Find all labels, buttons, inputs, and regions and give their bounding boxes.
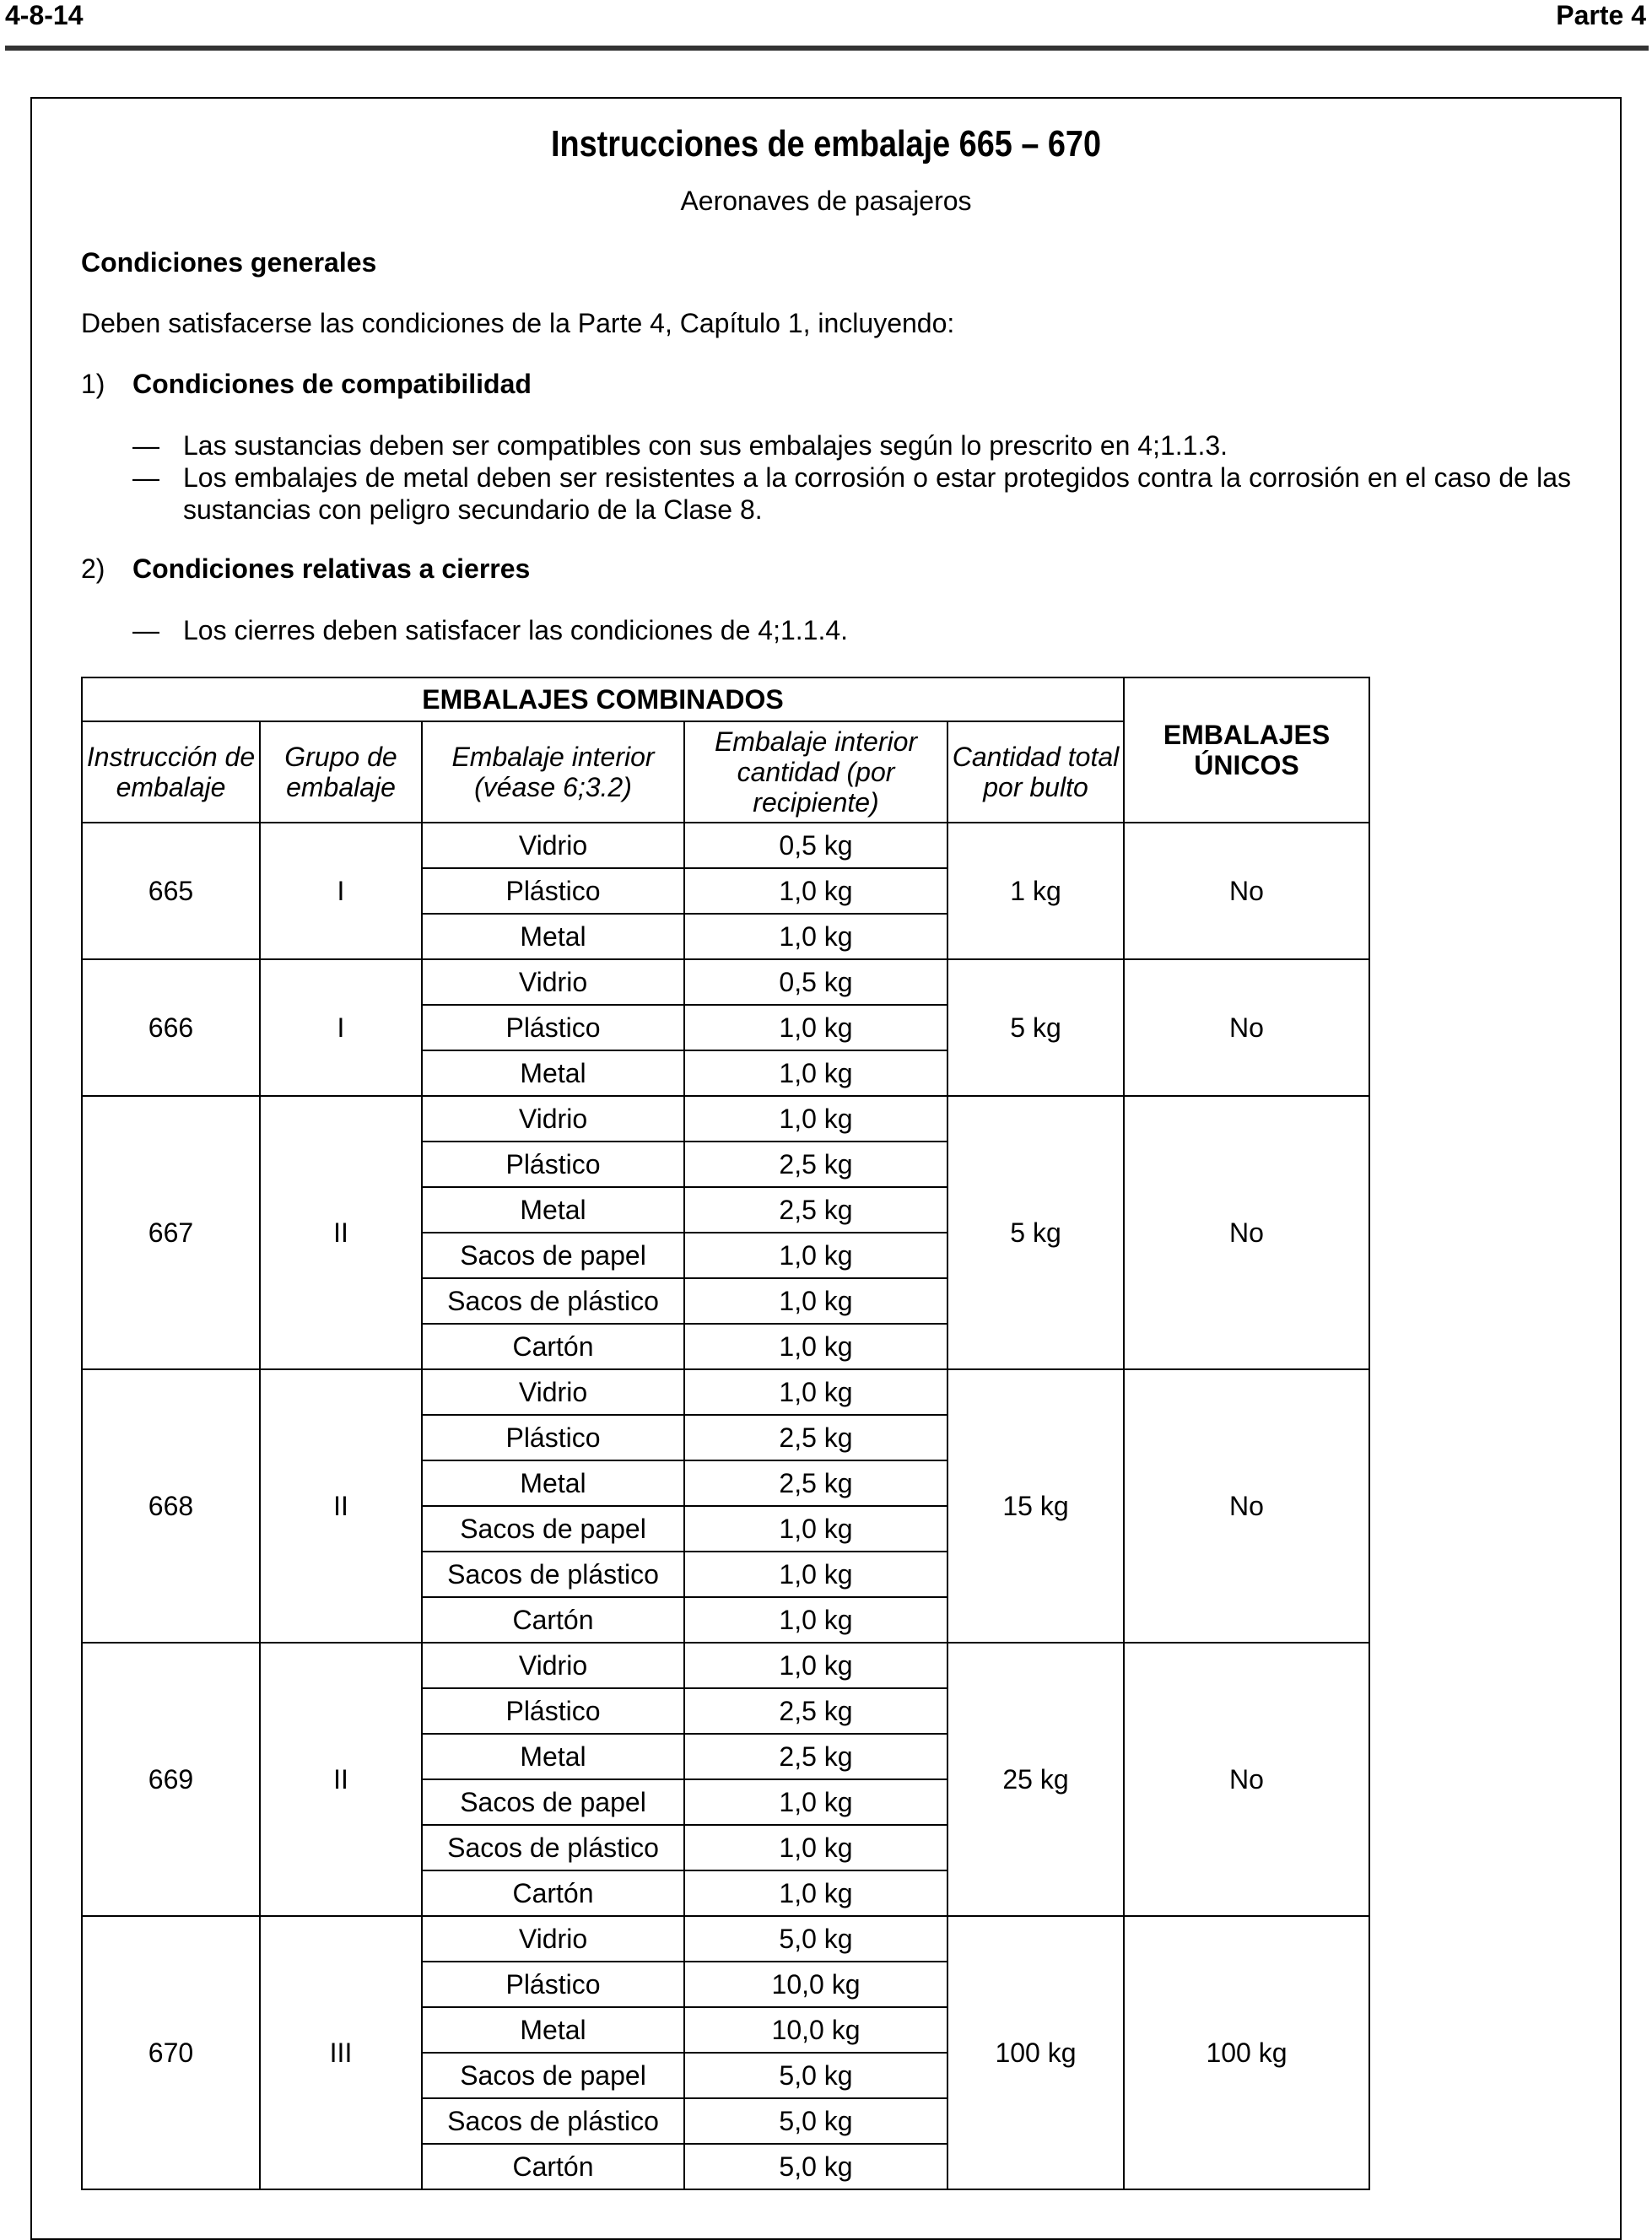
inner-qty-cell: 10,0 kg: [684, 1962, 947, 2007]
table-body: [82, 823, 1369, 2189]
combined-header: EMBALAJES COMBINADOS: [82, 677, 1124, 721]
inner-qty-cell: 1,0 kg: [684, 1005, 947, 1050]
inner-material-cell: Metal: [422, 1050, 684, 1096]
inner-qty-cell: 1,0 kg: [684, 914, 947, 959]
inner-qty-cell: 1,0 kg: [684, 1779, 947, 1825]
inner-material-cell: Sacos de papel: [422, 2053, 684, 2098]
inner-qty-cell: 1,0 kg: [684, 1643, 947, 1688]
group-cell: II: [260, 1643, 422, 1916]
group-cell: II: [260, 1369, 422, 1643]
inner-qty-cell: 5,0 kg: [684, 2098, 947, 2144]
inner-qty-cell: 2,5 kg: [684, 1734, 947, 1779]
group-cell: III: [260, 1916, 422, 2189]
inner-qty-cell: 1,0 kg: [684, 1506, 947, 1552]
page-header: [0, 0, 1652, 52]
col-total-header: Cantidad total por bulto: [947, 721, 1124, 823]
single-packaging-cell: No: [1124, 1369, 1369, 1643]
col-inner-header: Embalaje interior (véase 6;3.2): [422, 721, 684, 823]
inner-material-cell: Vidrio: [422, 1369, 684, 1415]
single-packaging-cell: No: [1124, 1096, 1369, 1369]
inner-qty-cell: 5,0 kg: [684, 2144, 947, 2189]
single-header: EMBALAJES ÚNICOS: [1124, 677, 1369, 823]
item-number: 2): [81, 553, 105, 584]
inner-material-cell: Metal: [422, 914, 684, 959]
inner-qty-cell: 1,0 kg: [684, 1278, 947, 1324]
table-row: [82, 1369, 1369, 1415]
instruction-cell: 665: [82, 823, 260, 959]
inner-material-cell: Metal: [422, 1460, 684, 1506]
single-packaging-cell: 100 kg: [1124, 1916, 1369, 2189]
single-packaging-cell: No: [1124, 1643, 1369, 1916]
single-packaging-cell: No: [1124, 823, 1369, 959]
col-instruction-header: Instrucción de embalaje: [82, 721, 260, 823]
single-packaging-cell: No: [1124, 959, 1369, 1096]
inner-qty-cell: 1,0 kg: [684, 1552, 947, 1597]
inner-qty-cell: 1,0 kg: [684, 1096, 947, 1142]
inner-material-cell: Cartón: [422, 1870, 684, 1916]
inner-material-cell: Vidrio: [422, 1916, 684, 1962]
table-row: [82, 1916, 1369, 1962]
inner-material-cell: Vidrio: [422, 1643, 684, 1688]
inner-material-cell: Sacos de plástico: [422, 1278, 684, 1324]
inner-qty-cell: 5,0 kg: [684, 2053, 947, 2098]
inner-qty-cell: 0,5 kg: [684, 959, 947, 1005]
inner-material-cell: Vidrio: [422, 823, 684, 868]
group-cell: I: [260, 959, 422, 1096]
inner-qty-cell: 1,0 kg: [684, 868, 947, 914]
page-title: Instrucciones de embalaje 665 – 670: [550, 123, 1102, 165]
inner-qty-cell: 1,0 kg: [684, 1369, 947, 1415]
header-rule: [5, 46, 1649, 51]
item-heading: Condiciones relativas a cierres: [132, 553, 531, 584]
page-id: 4-8-14: [5, 0, 84, 30]
inner-material-cell: Sacos de papel: [422, 1506, 684, 1552]
inner-qty-cell: 5,0 kg: [684, 1916, 947, 1962]
inner-material-cell: Plástico: [422, 1688, 684, 1734]
inner-qty-cell: 10,0 kg: [684, 2007, 947, 2053]
inner-qty-cell: 2,5 kg: [684, 1688, 947, 1734]
inner-qty-cell: 1,0 kg: [684, 1597, 947, 1643]
col-inner-qty-header: Embalaje interior cantidad (por recipiente): [684, 721, 947, 823]
inner-qty-cell: 1,0 kg: [684, 1233, 947, 1278]
inner-qty-cell: 1,0 kg: [684, 1050, 947, 1096]
instruction-cell: 670: [82, 1916, 260, 2189]
inner-material-cell: Plástico: [422, 1142, 684, 1187]
total-qty-cell: 25 kg: [947, 1643, 1124, 1916]
general-intro: Deben satisfacerse las condiciones de la Parte 4, Capítulo 1, incluyendo:: [81, 308, 955, 338]
inner-qty-cell: 1,0 kg: [684, 1324, 947, 1369]
bullet-text: Los embalajes de metal deben ser resistentes a la corrosión o estar protegidos contra la corrosión en el caso de las sustancias con peligro secundario de la Clase 8.: [183, 462, 1571, 525]
instruction-cell: 666: [82, 959, 260, 1096]
inner-material-cell: Sacos de papel: [422, 1233, 684, 1278]
inner-material-cell: Cartón: [422, 1597, 684, 1643]
dash-marker: —: [132, 430, 159, 461]
instruction-cell: 668: [82, 1369, 260, 1643]
inner-material-cell: Cartón: [422, 2144, 684, 2189]
inner-material-cell: Sacos de plástico: [422, 1825, 684, 1870]
inner-qty-cell: 2,5 kg: [684, 1460, 947, 1506]
inner-qty-cell: 2,5 kg: [684, 1415, 947, 1460]
inner-material-cell: Sacos de plástico: [422, 1552, 684, 1597]
inner-material-cell: Plástico: [422, 1415, 684, 1460]
instruction-cell: 669: [82, 1643, 260, 1916]
item-heading: Condiciones de compatibilidad: [132, 369, 532, 399]
inner-material-cell: Plástico: [422, 1005, 684, 1050]
inner-material-cell: Sacos de plástico: [422, 2098, 684, 2144]
instruction-cell: 667: [82, 1096, 260, 1369]
bullet-text: Las sustancias deben ser compatibles con sus embalajes según lo prescrito en 4;1.1.3.: [183, 430, 1228, 461]
total-qty-cell: 5 kg: [947, 959, 1124, 1096]
inner-material-cell: Metal: [422, 1734, 684, 1779]
inner-material-cell: Vidrio: [422, 1096, 684, 1142]
bullet-text: Los cierres deben satisfacer las condiciones de 4;1.1.4.: [183, 615, 849, 645]
dash-marker: —: [132, 615, 159, 645]
inner-material-cell: Cartón: [422, 1324, 684, 1369]
total-qty-cell: 100 kg: [947, 1916, 1124, 2189]
total-qty-cell: 15 kg: [947, 1369, 1124, 1643]
inner-material-cell: Plástico: [422, 868, 684, 914]
inner-qty-cell: 2,5 kg: [684, 1187, 947, 1233]
inner-qty-cell: 1,0 kg: [684, 1870, 947, 1916]
total-qty-cell: 1 kg: [947, 823, 1124, 959]
inner-material-cell: Vidrio: [422, 959, 684, 1005]
part-label: Parte 4: [1556, 0, 1646, 30]
table-row: [82, 1643, 1369, 1688]
inner-material-cell: Metal: [422, 1187, 684, 1233]
group-cell: I: [260, 823, 422, 959]
inner-qty-cell: 0,5 kg: [684, 823, 947, 868]
group-cell: II: [260, 1096, 422, 1369]
table-row: [82, 1096, 1369, 1142]
inner-material-cell: Metal: [422, 2007, 684, 2053]
dash-marker: —: [132, 462, 159, 493]
inner-material-cell: Plástico: [422, 1962, 684, 2007]
general-heading: Condiciones generales: [81, 247, 377, 278]
inner-qty-cell: 1,0 kg: [684, 1825, 947, 1870]
item-number: 1): [81, 369, 105, 399]
col-group-header: Grupo de embalaje: [260, 721, 422, 823]
table-row: [82, 959, 1369, 1005]
packing-table: [81, 677, 1370, 2190]
page-subtitle: Aeronaves de pasajeros: [680, 186, 972, 216]
inner-qty-cell: 2,5 kg: [684, 1142, 947, 1187]
inner-material-cell: Sacos de papel: [422, 1779, 684, 1825]
total-qty-cell: 5 kg: [947, 1096, 1124, 1369]
table-row: [82, 823, 1369, 868]
